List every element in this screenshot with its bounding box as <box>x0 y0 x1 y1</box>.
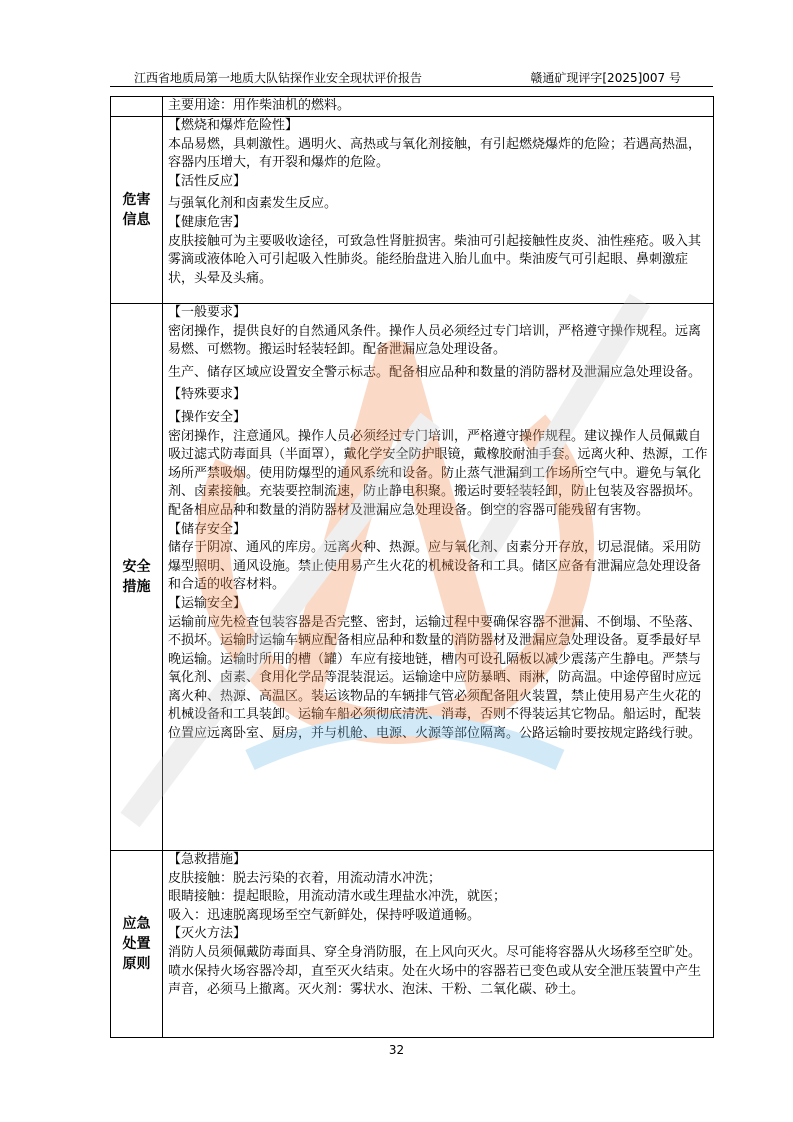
table-row <box>111 97 714 117</box>
section-heading: 【运输安全】 <box>168 595 247 611</box>
row-label-line: 措施 <box>122 579 151 595</box>
paragraph: 密闭操作，注意通风。操作人员必须经过专门培训，严格遵守操作规程。建议操作人员佩戴自吸过滤式防毒面具（半面罩），戴化学安全防护眼镜，戴橡胶耐油手套。远离火种、热源，工作场所严禁吸烟。使用防爆型的通风系统和设备。防止蒸气泄漏到工作场所空气中。避免与氧化剂、卤素接触。充装要控制流速，防止静电积聚。搬运时要轻装轻卸，防止包装及容器损坏。配备相应品种和数量的消防器材及泄漏应急处理设备。倒空的容器可能残留有害物。 <box>168 428 708 518</box>
row-label-line: 信息 <box>122 212 151 228</box>
paragraph: 运输前应先检查包装容器是否完整、密封，运输过程中要确保容器不泄漏、不倒塌、不坠落、不损坏。运输时运输车辆应配备相应品种和数量的消防器材及泄漏应急处理设备。夏季最好早晚运输。运输时所用的槽（罐）车应有接地链，槽内可设孔隔板以减少震荡产生静电。严禁与氧化剂、卤素、食用化学品等混装混运。运输途中应防暴晒、雨淋，防高温。中途停留时应远离火种、热源、高温区。装运该物品的车辆排气管必须配备阻火装置，禁止使用易产生火花的机械设备和工具装卸。运输车船必须彻底清洗、消毒，否则不得装运其它物品。船运时，配装位置应远离卧室、厨房，并与机舱、电源、火源等部位隔离。公路运输时要按规定路线行驶。 <box>168 614 702 742</box>
row-label <box>111 97 163 117</box>
section-heading: 【特殊要求】 <box>168 387 247 403</box>
row-label-line: 应急 <box>122 916 151 932</box>
row-label-line: 原则 <box>122 956 151 972</box>
row-label-hazard-info <box>111 117 163 304</box>
table-row <box>111 851 714 1038</box>
table-row <box>111 117 714 304</box>
paragraph: 密闭操作，提供良好的自然通风条件。操作人员必须经过专门培训，严格遵守操作规程。远离易燃、可燃物。搬运时轻装轻卸。配备泄漏应急处理设备。 <box>168 323 702 358</box>
section-heading: 【一般要求】 <box>168 305 247 320</box>
row-label-line: 危害 <box>122 192 151 208</box>
paragraph: 生产、储存区域应设置安全警示标志。配备相应品种和数量的消防器材及泄漏应急处理设备。 <box>168 364 702 380</box>
row-label-emergency-principles <box>111 851 163 1038</box>
safety-measures-cell <box>163 304 714 851</box>
usage-text: 主要用途：用作柴油机的燃料。 <box>168 98 351 113</box>
paragraph: 消防人员须佩戴防毒面具、穿全身消防服，在上风向灭火。尽可能将容器从火场移至空旷处。喷水保持火场容器冷却，直至灭火结束。处在火场中的容器若已变色或从安全泄压装置中产生声音，必须马上撤离。灭火剂：雾状水、泡沫、干粉、二氧化碳、砂土。 <box>168 944 702 998</box>
section-heading: 【储存安全】 <box>168 521 247 537</box>
hazard-info-cell <box>163 117 714 304</box>
emergency-principles-cell <box>163 851 714 1038</box>
paragraph: 皮肤接触可为主要吸收途径，可致急性肾脏损害。柴油可引起接触性皮炎、油性痤疮。吸入其雾滴或液体呛入可引起吸入性肺炎。能经胎盘进入胎儿血中。柴油废气可引起眼、鼻刺激症状，头晕及头痛。 <box>168 233 702 286</box>
row-label-safety-measures <box>111 304 163 851</box>
header-divider <box>110 86 713 87</box>
section-heading: 【燃烧和爆炸危险性】 <box>168 118 299 133</box>
section-heading: 【健康危害】 <box>168 214 247 230</box>
usage-cell <box>163 97 714 117</box>
section-heading: 【活性反应】 <box>168 173 247 189</box>
hazard-info-table <box>110 96 714 1038</box>
header-title: 江西省地质局第一地质大队钻探作业安全现状评价报告 <box>134 71 423 85</box>
header-document-number: 赣通矿现评字[2025]007 号 <box>530 71 681 85</box>
paragraph: 本品易燃，具刺激性。遇明火、高热或与氧化剂接触，有引起燃烧爆炸的危险；若遇高热温，容器内压增大，有开裂和爆炸的危险。 <box>168 136 702 171</box>
row-label-line: 处置 <box>122 936 151 952</box>
row-label-line: 安全 <box>122 559 151 575</box>
paragraph: 眼睛接触：提起眼睑，用流动清水或生理盐水冲洗，就医； <box>168 889 507 905</box>
section-heading: 【急救措施】 <box>168 852 247 867</box>
paragraph: 与强氧化剂和卤素发生反应。 <box>168 196 338 212</box>
section-heading: 【操作安全】 <box>168 409 247 425</box>
paragraph: 皮肤接触：脱去污染的衣着，用流动清水冲洗； <box>168 870 442 886</box>
paragraph: 吸入：迅速脱离现场至空气新鲜处，保持呼吸道通畅。 <box>168 907 481 923</box>
section-heading: 【灭火方法】 <box>168 926 247 942</box>
paragraph: 储存于阴凉、通风的库房。远离火种、热源。应与氧化剂、卤素分开存放，切忌混储。采用防爆型照明、通风设施。禁止使用易产生火花的机械设备和工具。储区应备有泄漏应急处理设备和合适的收容材料。 <box>168 540 702 593</box>
table-row <box>111 304 714 851</box>
page-number: 32 <box>388 1043 405 1057</box>
